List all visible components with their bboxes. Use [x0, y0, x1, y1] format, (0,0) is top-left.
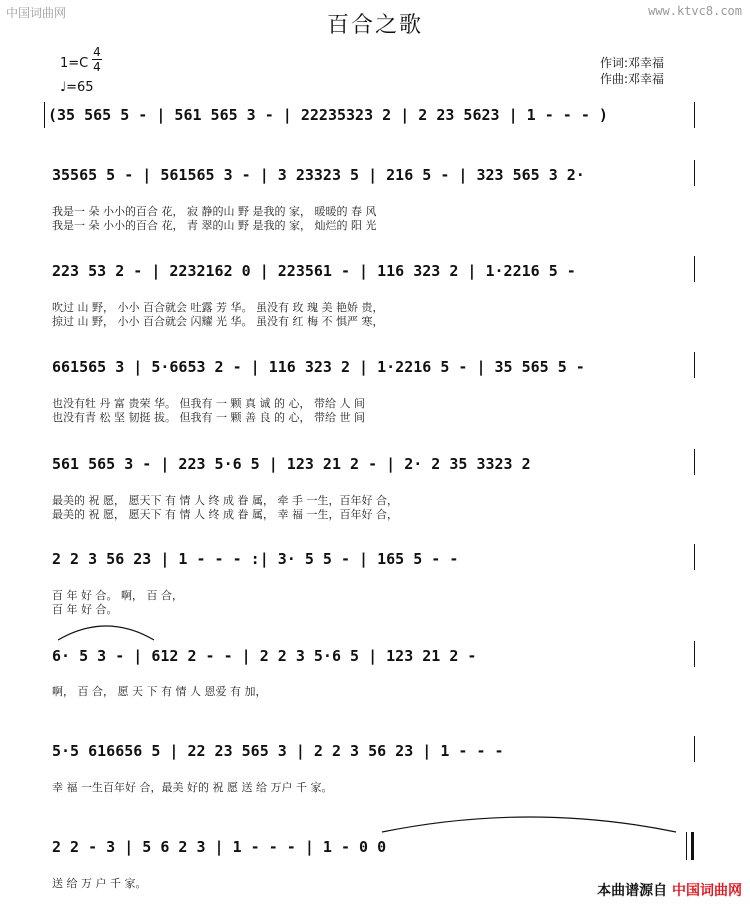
watermark-left: 中国词曲网	[6, 6, 67, 20]
key-signature: 1=C	[60, 56, 89, 71]
score-row-3-lyrics-1: 吹过 山 野， 小小 百合就会 吐露 芳 华。 虽没有 玫 瑰 美 艳娇 贵，	[52, 301, 384, 314]
row-6-end-barline	[694, 544, 695, 570]
score-row-8-notes: 5·5 616656 5 | 22 23 565 3 | 2 2 3 56 23 | 1 - - -	[52, 742, 504, 760]
time-signature-top: 4	[93, 45, 101, 59]
time-signature	[92, 45, 102, 74]
row-7-end-barline	[694, 641, 695, 667]
score-row-6-lyrics-1: 百 年 好 合。 啊， 百 合，	[52, 589, 183, 602]
score-row-5-notes: 561 565 3 - | 223 5·6 5 | 123 21 2 - | 2· 2 35 3323 2	[52, 455, 531, 473]
score-row-4-lyrics-2: 也没有青 松 坚 韧挺 拔。 但我有 一 颗 善 良 的 心， 带给 世 间	[52, 411, 365, 424]
score-row-2-lyrics-1: 我是一 朵 小小的百合 花， 寂 静的山 野 是我的 家， 暖暖的 春 风	[52, 205, 377, 218]
row-8-end-barline	[694, 736, 695, 762]
tempo-marking: ♩=65	[60, 80, 94, 95]
source-label: 本曲谱源自	[597, 883, 668, 899]
time-signature-bottom: 4	[93, 60, 101, 74]
score-row-5-lyrics-1: 最美的 祝 愿， 愿天下 有 情 人 终 成 眷 属， 牵 手 一生，百年好 合，	[52, 494, 398, 507]
row-3-end-barline	[694, 256, 695, 282]
row-1-end-barline	[694, 102, 695, 128]
score-row-2-notes: 35565 5 - | 561565 3 - | 3 23323 5 | 216 5 - | 323 565 3 2·	[52, 166, 585, 184]
score-row-4-notes: 661565 3 | 5·6653 2 - | 116 323 2 | 1·2216 5 - | 35 565 5 -	[52, 358, 585, 376]
score-row-6-lyrics-2: 百 年 好 合。	[52, 603, 118, 616]
score-row-6-notes: 2 2 3 56 23 | 1 - - - :| 3· 5 5 - | 165 5 - -	[52, 550, 459, 568]
final-barline-thick	[691, 832, 694, 860]
row-2-end-barline	[694, 160, 695, 186]
score-row-8-lyrics-1: 幸 福 一生百年好 合，最美 好的 祝 愿 送 给 万户 千 家。	[52, 781, 333, 794]
song-title: 百合之歌	[326, 13, 423, 38]
lyricist-credit: 作词:邓幸福	[600, 56, 665, 70]
score-row-9-notes: 2 2 - 3 | 5 6 2 3 | 1 - - - | 1 - 0 0	[52, 838, 387, 856]
composer-credit: 作曲:邓幸福	[600, 72, 665, 86]
score-row-7-lyrics-1: 啊， 百 合， 愿 天 下 有 情 人 恩爱 有 加，	[52, 685, 267, 698]
row-5-end-barline	[694, 449, 695, 475]
score-row-3-notes: 223 53 2 - | 2232162 0 | 223561 - | 116 323 2 | 1·2216 5 -	[52, 262, 576, 280]
score-row-7-notes: 6· 5 3 - | 612 2 - - | 2 2 3 5·6 5 | 123 21 2 -	[52, 647, 477, 665]
final-barline-thin	[686, 832, 687, 860]
row-4-end-barline	[694, 352, 695, 378]
score-row-1-notes: (35 565 5 - | 561 565 3 - | 22235323 2 | 2 23 5623 | 1 - - - )	[48, 106, 608, 124]
source-site[interactable]: 中国词曲网	[672, 883, 742, 899]
watermark-right: www.ktvc8.com	[648, 4, 742, 18]
row-1-start-barline	[44, 102, 45, 128]
score-row-4-lyrics-1: 也没有牡 丹 富 贵荣 华。 但我有 一 颗 真 诚 的 心， 带给 人 间	[52, 397, 365, 410]
score-row-2-lyrics-2: 我是一 朵 小小的百合 花， 青 翠的山 野 是我的 家， 灿烂的 阳 光	[52, 219, 377, 232]
score-row-5-lyrics-2: 最美的 祝 愿， 愿天下 有 情 人 终 成 眷 属， 幸 福 一生，百年好 合，	[52, 508, 398, 521]
score-row-9-lyrics-1: 送 给 万 户 千 家。	[52, 877, 147, 890]
row-9-slur	[380, 810, 680, 836]
source-footer	[597, 880, 742, 900]
score-row-3-lyrics-2: 掠过 山 野， 小小 百合就会 闪耀 光 华。 虽没有 红 梅 不 惧严 寒，	[52, 315, 384, 328]
row-7-slur	[56, 620, 156, 644]
